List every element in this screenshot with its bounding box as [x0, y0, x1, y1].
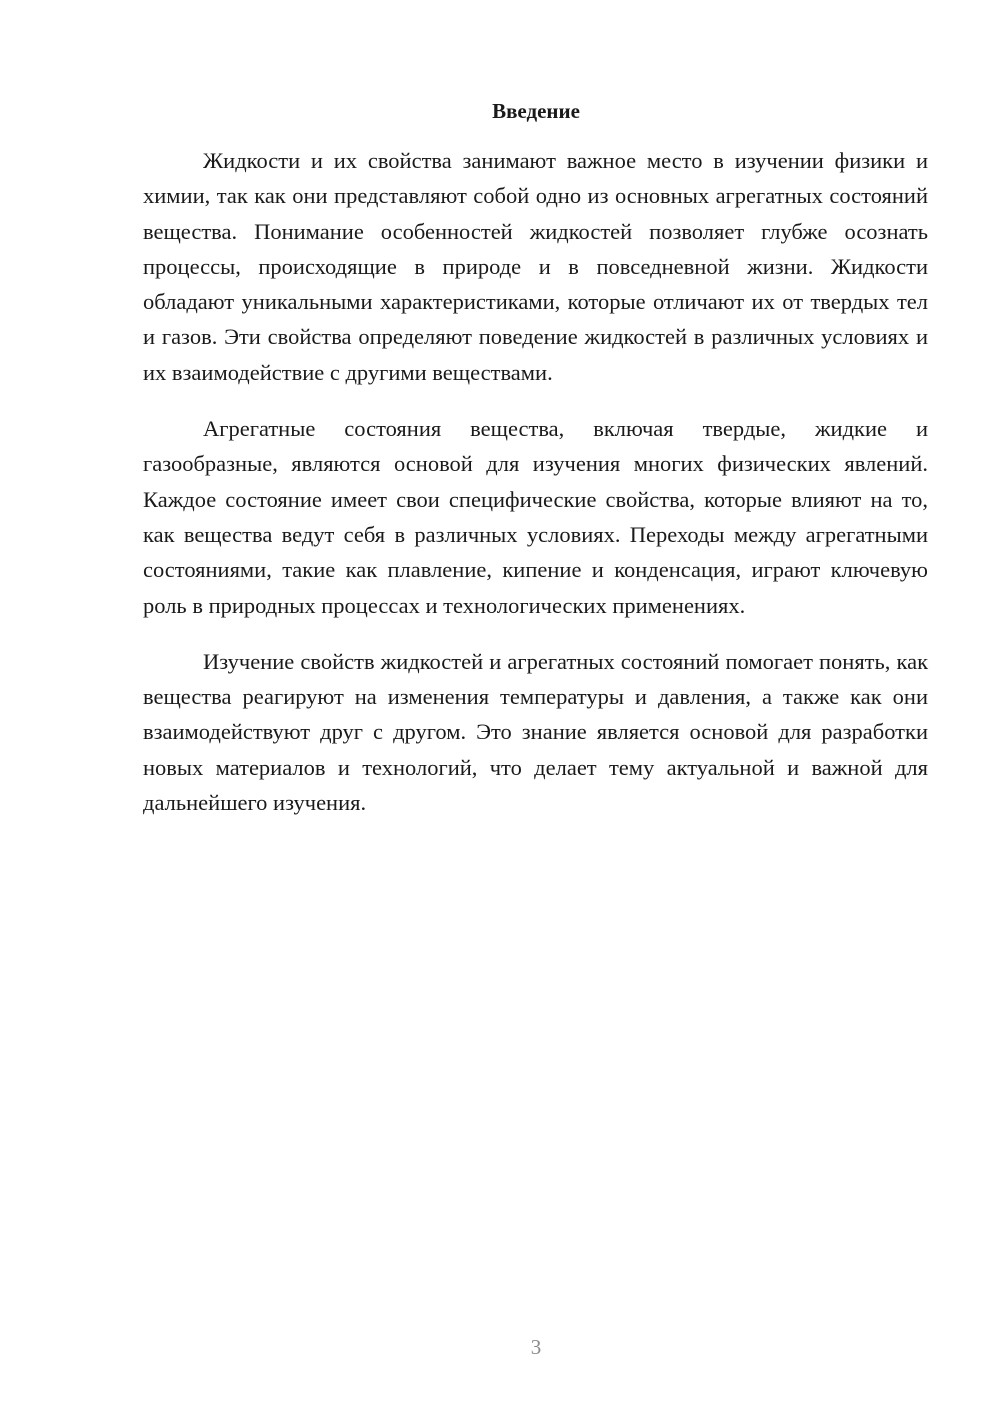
section-heading: Введение	[492, 99, 580, 123]
paragraph: Агрегатные состояния вещества, включая твердые, жидкие и газообразные, являются основой для изучения многих физических явлений. Каждое состояние имеет свои специфические свойства, которые влияют на то, как вещества ведут себя в различных условиях. Переходы между агрегатными состояниями, такие как плавление, кипение и конденсация, играют ключевую роль в природных процессах и технологических применениях.	[143, 416, 928, 618]
page-number: 3	[530, 1335, 542, 1359]
paragraph: Жидкости и их свойства занимают важное место в изучении физики и химии, так как они представляют собой одно из основных агрегатных состояний вещества. Понимание особенностей жидкостей позволяет глубже осознать процессы, происходящие в природе и в повседневной жизни. Жидкости обладают уникальными характеристиками, которые отличают их от твердых тел и газов. Эти свойства определяют поведение жидкостей в различных условиях и их взаимодействие с другими веществами.	[143, 148, 928, 385]
body-text	[143, 143, 928, 820]
paragraph: Изучение свойств жидкостей и агрегатных состояний помогает понять, как вещества реагируют на изменения температуры и давления, а также как они взаимодействуют друг с другом. Это знание является основой для разработки новых материалов и технологий, что делает тему актуальной и важной для дальнейшего изучения.	[143, 648, 928, 816]
